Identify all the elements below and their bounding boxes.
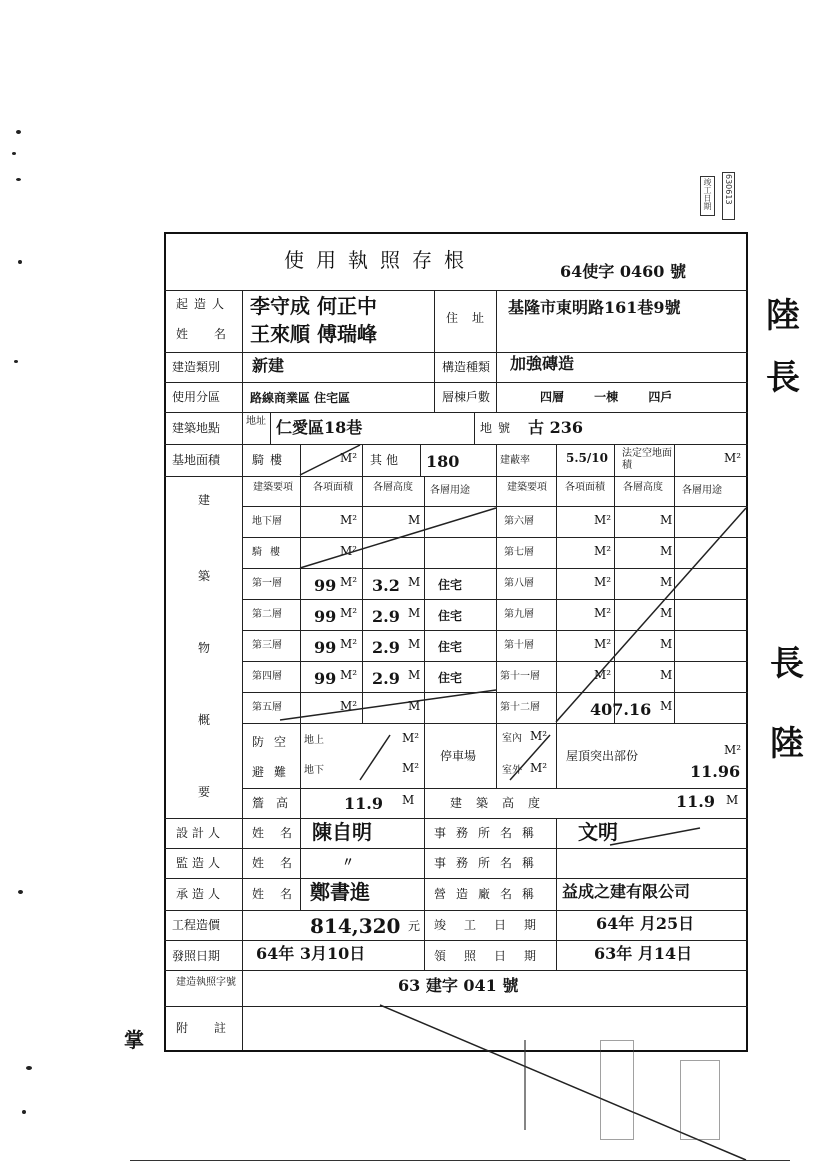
above-label: 地上: [304, 735, 324, 746]
floor-label: 地下層: [252, 516, 282, 527]
designer-name-label: 姓名: [252, 826, 309, 840]
shelter-above-unit: M²: [402, 731, 420, 745]
area-unit: M²: [340, 668, 358, 682]
height-unit: M: [660, 699, 673, 713]
floor-use-value: 住宅: [438, 578, 463, 592]
license-label: 領照日期: [434, 949, 555, 963]
address-label: 住址: [446, 311, 499, 325]
contractor-name-label: 姓名: [252, 887, 309, 901]
total-area-value: 407.16: [590, 700, 652, 719]
note-label: 附註: [176, 1021, 253, 1035]
eave-label: 簷高: [252, 796, 301, 810]
area-unit: M²: [340, 699, 358, 713]
structure-value: 加強磚造: [510, 354, 575, 373]
indoor-unit: M²: [530, 729, 548, 743]
floor-label: 騎樓: [252, 547, 288, 558]
floor-label-right: 第十二層: [500, 702, 540, 713]
other-value: 180: [426, 452, 460, 471]
applicant-name-label: 姓名: [176, 327, 253, 341]
zone-value: 路線商業區 住宅區: [250, 391, 351, 405]
address-value: 基隆市東明路161巷9號: [508, 298, 681, 317]
height-unit: M: [408, 668, 421, 682]
completion-label: 竣工日期: [434, 918, 555, 932]
floor-area-value: 99: [314, 669, 337, 688]
area-unit: M²: [594, 637, 612, 651]
designer-office-label: 事務所名稱: [434, 826, 545, 840]
supervisor-name-label: 姓名: [252, 856, 309, 870]
designer-label: 設計人: [176, 826, 225, 840]
legal-open-unit: M²: [724, 451, 742, 465]
coverage-value: 5.5/10: [566, 451, 608, 465]
license-value: 63年 月14日: [594, 944, 693, 963]
floor-label: 第一層: [252, 578, 282, 589]
structure-label: 構造種類: [442, 360, 491, 374]
edge-char: 陸: [766, 296, 800, 336]
issue-label: 發照日期: [172, 949, 221, 963]
legal-open-label: 法定空地面積: [622, 448, 672, 471]
top-stamp-number: [722, 172, 735, 220]
evacuation-label: 避難: [252, 765, 297, 779]
floor-height-value: 2.9: [372, 669, 400, 688]
cost-value: 814,320: [310, 914, 401, 938]
floor-label: 第五層: [252, 702, 282, 713]
floor-label: 第二層: [252, 609, 282, 620]
supervisor-label: 監造人: [176, 856, 225, 870]
height-unit: M: [408, 575, 421, 589]
top-stamp-text-1: 竣工日期: [703, 178, 712, 210]
height-unit: M: [660, 544, 673, 558]
floor-label-right: 第七層: [504, 547, 534, 558]
height-unit: M: [660, 668, 673, 682]
completion-value: 64年 月25日: [596, 914, 695, 933]
site-address: 仁愛區18巷: [276, 418, 363, 437]
side-char: 築: [198, 569, 211, 583]
bottom-rule: [130, 1160, 790, 1161]
coverage-label: 建蔽率: [500, 455, 530, 466]
eave-value: 11.9: [344, 794, 383, 813]
floor-label: 第四層: [252, 671, 282, 682]
license-serial: 64使字 0460 號: [560, 262, 686, 281]
area-unit: M²: [594, 544, 612, 558]
site-sub-label: 地址: [246, 416, 266, 427]
below-label: 地下: [304, 765, 324, 776]
base-area-label: 基地面積: [172, 453, 221, 467]
arcade-unit: M²: [340, 451, 358, 465]
floor-label-right: 第六層: [504, 516, 534, 527]
signature-block: [524, 1040, 548, 1130]
cost-yuan: 元: [408, 919, 421, 933]
signature-block: [680, 1060, 720, 1140]
supervisor-name: 〃: [342, 855, 355, 869]
bldg-height-label: 建築高度: [450, 796, 555, 810]
edge-char: 陸: [770, 724, 804, 764]
site-label: 建築地點: [172, 421, 221, 435]
floor-use-value: 住宅: [438, 671, 463, 685]
side-char: 建: [198, 493, 211, 507]
cost-label: 工程造價: [172, 918, 221, 932]
top-stamp-text-2: 630613: [724, 174, 733, 205]
building-type-value: 新建: [252, 356, 285, 375]
col-header-height: 各層高度: [373, 482, 413, 493]
area-unit: M²: [340, 544, 358, 558]
roof-label: 屋頂突出部份: [566, 749, 639, 763]
area-unit: M²: [340, 637, 358, 651]
floor-use-value: 住宅: [438, 640, 463, 654]
contractor-company-label: 營造廠名稱: [434, 887, 545, 901]
parking-label: 停車場: [440, 749, 477, 763]
roof-value: 11.96: [690, 762, 741, 781]
col-header-area-right: 各項面積: [565, 482, 605, 493]
area-unit: M²: [594, 606, 612, 620]
floor-area-value: 99: [314, 607, 337, 626]
zone-label: 使用分區: [172, 390, 221, 404]
designer-name: 陳自明: [312, 820, 372, 844]
floor-area-value: 99: [314, 576, 337, 595]
bldg-height-unit: M: [726, 793, 739, 807]
floors-units-label: 層棟戶數: [442, 390, 491, 404]
contractor-name: 鄭書進: [310, 880, 370, 904]
floor-area-value: 99: [314, 638, 337, 657]
height-unit: M: [660, 637, 673, 651]
floors-units-value: 四層 一棟 四戶: [540, 390, 673, 404]
floor-use-value: 住宅: [438, 609, 463, 623]
top-stamp: [700, 176, 715, 216]
edge-char: 長: [770, 644, 804, 684]
applicant-names-line2: 王來順 傅瑞峰: [250, 322, 377, 346]
designer-office: 文明: [578, 820, 618, 844]
height-unit: M: [408, 606, 421, 620]
floor-label: 第三層: [252, 640, 282, 651]
shelter-below-unit: M²: [402, 761, 420, 775]
col-header-use-right: 各層用途: [682, 485, 722, 496]
floor-label-right: 第十層: [504, 640, 534, 651]
shelter-label: 防空: [252, 735, 297, 749]
permit-value: 63 建字 041 號: [398, 976, 519, 995]
permit-label: 建造執照字號: [176, 977, 236, 988]
col-header-use: 各層用途: [430, 485, 470, 496]
area-unit: M²: [594, 668, 612, 682]
col-header-height-right: 各層高度: [623, 482, 663, 493]
area-unit: M²: [340, 513, 358, 527]
height-unit: M: [660, 606, 673, 620]
issue-value: 64年 3月10日: [256, 944, 366, 963]
signature-block: [600, 1040, 634, 1140]
eave-unit: M: [402, 793, 415, 807]
floor-height-value: 2.9: [372, 638, 400, 657]
building-type-label: 建造類別: [172, 360, 221, 374]
supervisor-office-label: 事務所名稱: [434, 856, 545, 870]
lot-label: 地號: [480, 421, 517, 435]
contractor-company: 益成之建有限公司: [562, 882, 691, 901]
indoor-label: 室內: [502, 733, 522, 744]
lot-value: 古 236: [528, 418, 583, 437]
floor-height-value: 2.9: [372, 607, 400, 626]
side-char: 要: [198, 785, 211, 799]
applicant-label: 起造人: [176, 297, 231, 311]
side-char: 物: [198, 641, 211, 655]
left-margin-char: 掌: [124, 1028, 144, 1052]
col-header-item: 建築要項: [253, 482, 293, 493]
arcade-label: 騎樓: [252, 453, 289, 467]
floor-height-value: 3.2: [372, 576, 400, 595]
side-char: 概: [198, 713, 211, 727]
outdoor-label: 室外: [502, 765, 522, 776]
contractor-label: 承造人: [176, 887, 225, 901]
height-unit: M: [408, 637, 421, 651]
height-unit: M: [408, 699, 421, 713]
col-header-item-right: 建築要項: [507, 482, 547, 493]
area-unit: M²: [594, 575, 612, 589]
height-unit: M: [660, 575, 673, 589]
other-label: 其他: [370, 453, 403, 467]
area-unit: M²: [340, 575, 358, 589]
height-unit: M: [660, 513, 673, 527]
height-unit: M: [408, 513, 421, 527]
col-header-area: 各項面積: [313, 482, 353, 493]
area-unit: M²: [340, 606, 358, 620]
floor-label-right: 第十一層: [500, 671, 540, 682]
edge-char: 長: [766, 358, 800, 398]
outdoor-unit: M²: [530, 761, 548, 775]
roof-unit: M²: [724, 743, 742, 757]
form-title: 使用執照存根: [284, 248, 476, 272]
signature-area: [520, 1040, 750, 1150]
area-unit: M²: [594, 513, 612, 527]
floor-label-right: 第九層: [504, 609, 534, 620]
applicant-names-line1: 李守成 何正中: [250, 294, 377, 318]
floor-label-right: 第八層: [504, 578, 534, 589]
bldg-height-value: 11.9: [676, 792, 715, 811]
